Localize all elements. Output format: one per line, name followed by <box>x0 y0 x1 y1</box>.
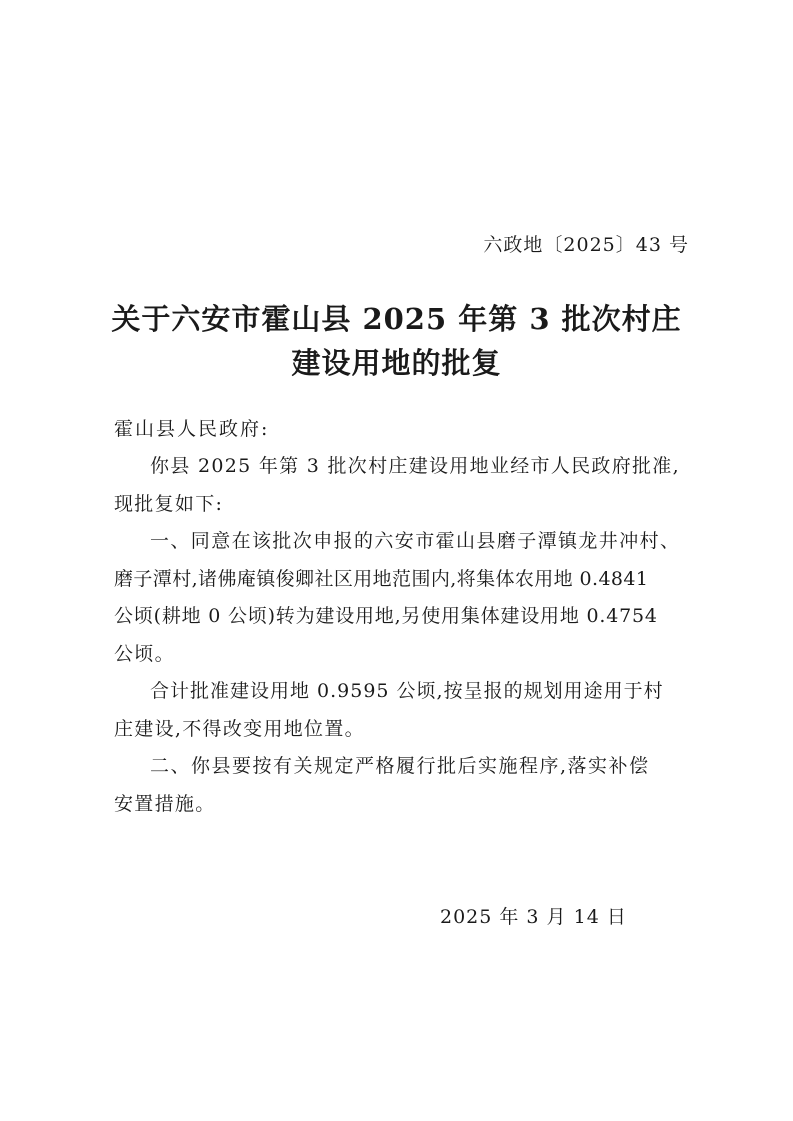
issue-date: 2025 年 3 月 14 日 <box>440 906 627 928</box>
salutation: 霍山县人民政府: <box>114 418 270 440</box>
document-title-line-2: 建设用地的批复 <box>291 346 502 380</box>
body-line: 磨子潭村,诸佛庵镇俊卿社区用地范围内,将集体农用地 0.4841 <box>114 568 649 590</box>
body-line: 庄建设,不得改变用地位置。 <box>114 718 365 740</box>
body-line: 公顷(耕地 0 公顷)转为建设用地,另使用集体建设用地 0.4754 <box>114 605 658 627</box>
body-line: 一、同意在该批次申报的六安市霍山县磨子潭镇龙井冲村、 <box>150 530 681 552</box>
body-line: 合计批准建设用地 0.9595 公顷,按呈报的规划用途用于村 <box>150 680 664 702</box>
body-line: 现批复如下: <box>114 493 224 515</box>
body-line: 公顷。 <box>114 643 175 665</box>
body-line: 你县 2025 年第 3 批次村庄建设用地业经市人民政府批准, <box>150 455 680 477</box>
body-line: 二、你县要按有关规定严格履行批后实施程序,落实补偿 <box>150 755 650 777</box>
document-title-line-1: 关于六安市霍山县 2025 年第 3 批次村庄 <box>111 302 682 336</box>
body-line: 安置措施。 <box>114 793 216 815</box>
document-number: 六政地〔2025〕43 号 <box>483 234 689 256</box>
